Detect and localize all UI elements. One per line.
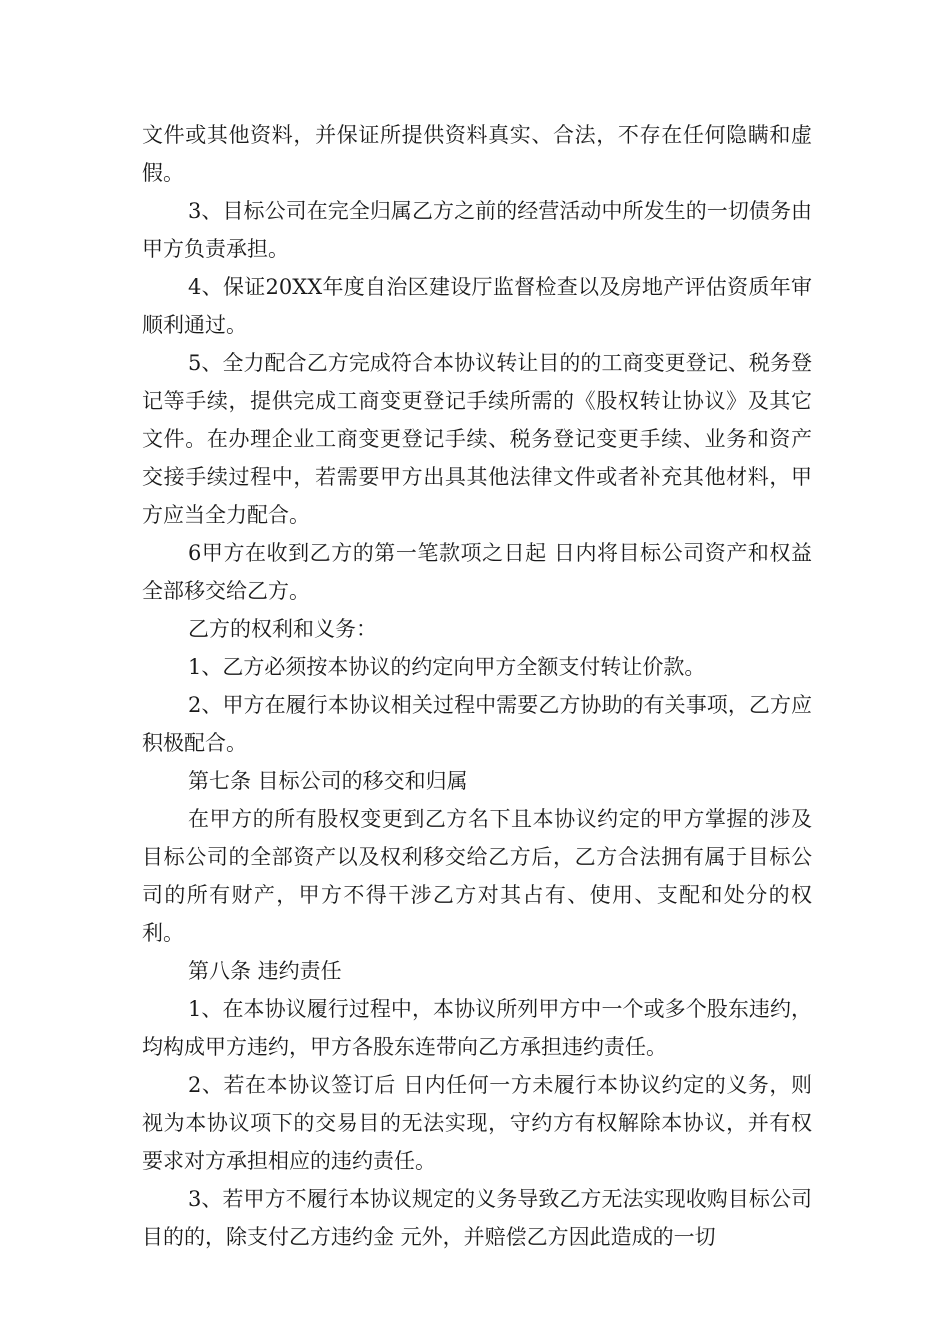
paragraph: 6甲方在收到乙方的第一笔款项之日起 日内将目标公司资产和权益全部移交给乙方。 — [142, 541, 812, 603]
paragraph: 5、全力配合乙方完成符合本协议转让目的的工商变更登记、税务登记等手续，提供完成工商变更登记手续所需的《股权转让协议》及其它文件。在办理企业工商变更登记手续、税务登记变更手续、业务和资产交接手续过程中，若需要甲方出具其他法律文件或者补充其他材料，甲方应当全力配合。 — [142, 351, 812, 527]
section-heading: 乙方的权利和义务： — [188, 617, 377, 641]
article-heading: 第七条 目标公司的移交和归属 — [188, 769, 468, 793]
article-heading: 第八条 违约责任 — [188, 959, 342, 983]
paragraph: 1、乙方必须按本协议的约定向甲方全额支付转让价款。 — [188, 655, 706, 679]
paragraph: 4、保证20XX年度自治区建设厅监督检查以及房地产评估资质年审顺利通过。 — [142, 275, 812, 337]
document-body — [142, 116, 812, 1256]
paragraph: 1、在本协议履行过程中，本协议所列甲方中一个或多个股东违约，均构成甲方违约，甲方各股东连带向乙方承担违约责任。 — [142, 997, 812, 1059]
paragraph: 2、甲方在履行本协议相关过程中需要乙方协助的有关事项，乙方应积极配合。 — [142, 693, 812, 755]
paragraph: 在甲方的所有股权变更到乙方名下且本协议约定的甲方掌握的涉及目标公司的全部资产以及权利移交给乙方后，乙方合法拥有属于目标公司的所有财产，甲方不得干涉乙方对其占有、使用、支配和处分的权利。 — [142, 807, 812, 945]
paragraph: 文件或其他资料，并保证所提供资料真实、合法，不存在任何隐瞒和虚假。 — [142, 123, 812, 185]
paragraph: 2、若在本协议签订后 日内任何一方未履行本协议约定的义务，则视为本协议项下的交易目的无法实现，守约方有权解除本协议，并有权要求对方承担相应的违约责任。 — [142, 1073, 812, 1173]
paragraph: 3、目标公司在完全归属乙方之前的经营活动中所发生的一切债务由甲方负责承担。 — [142, 199, 812, 261]
paragraph: 3、若甲方不履行本协议规定的义务导致乙方无法实现收购目标公司目的的，除支付乙方违约金 元外，并赔偿乙方因此造成的一切 — [142, 1187, 812, 1249]
